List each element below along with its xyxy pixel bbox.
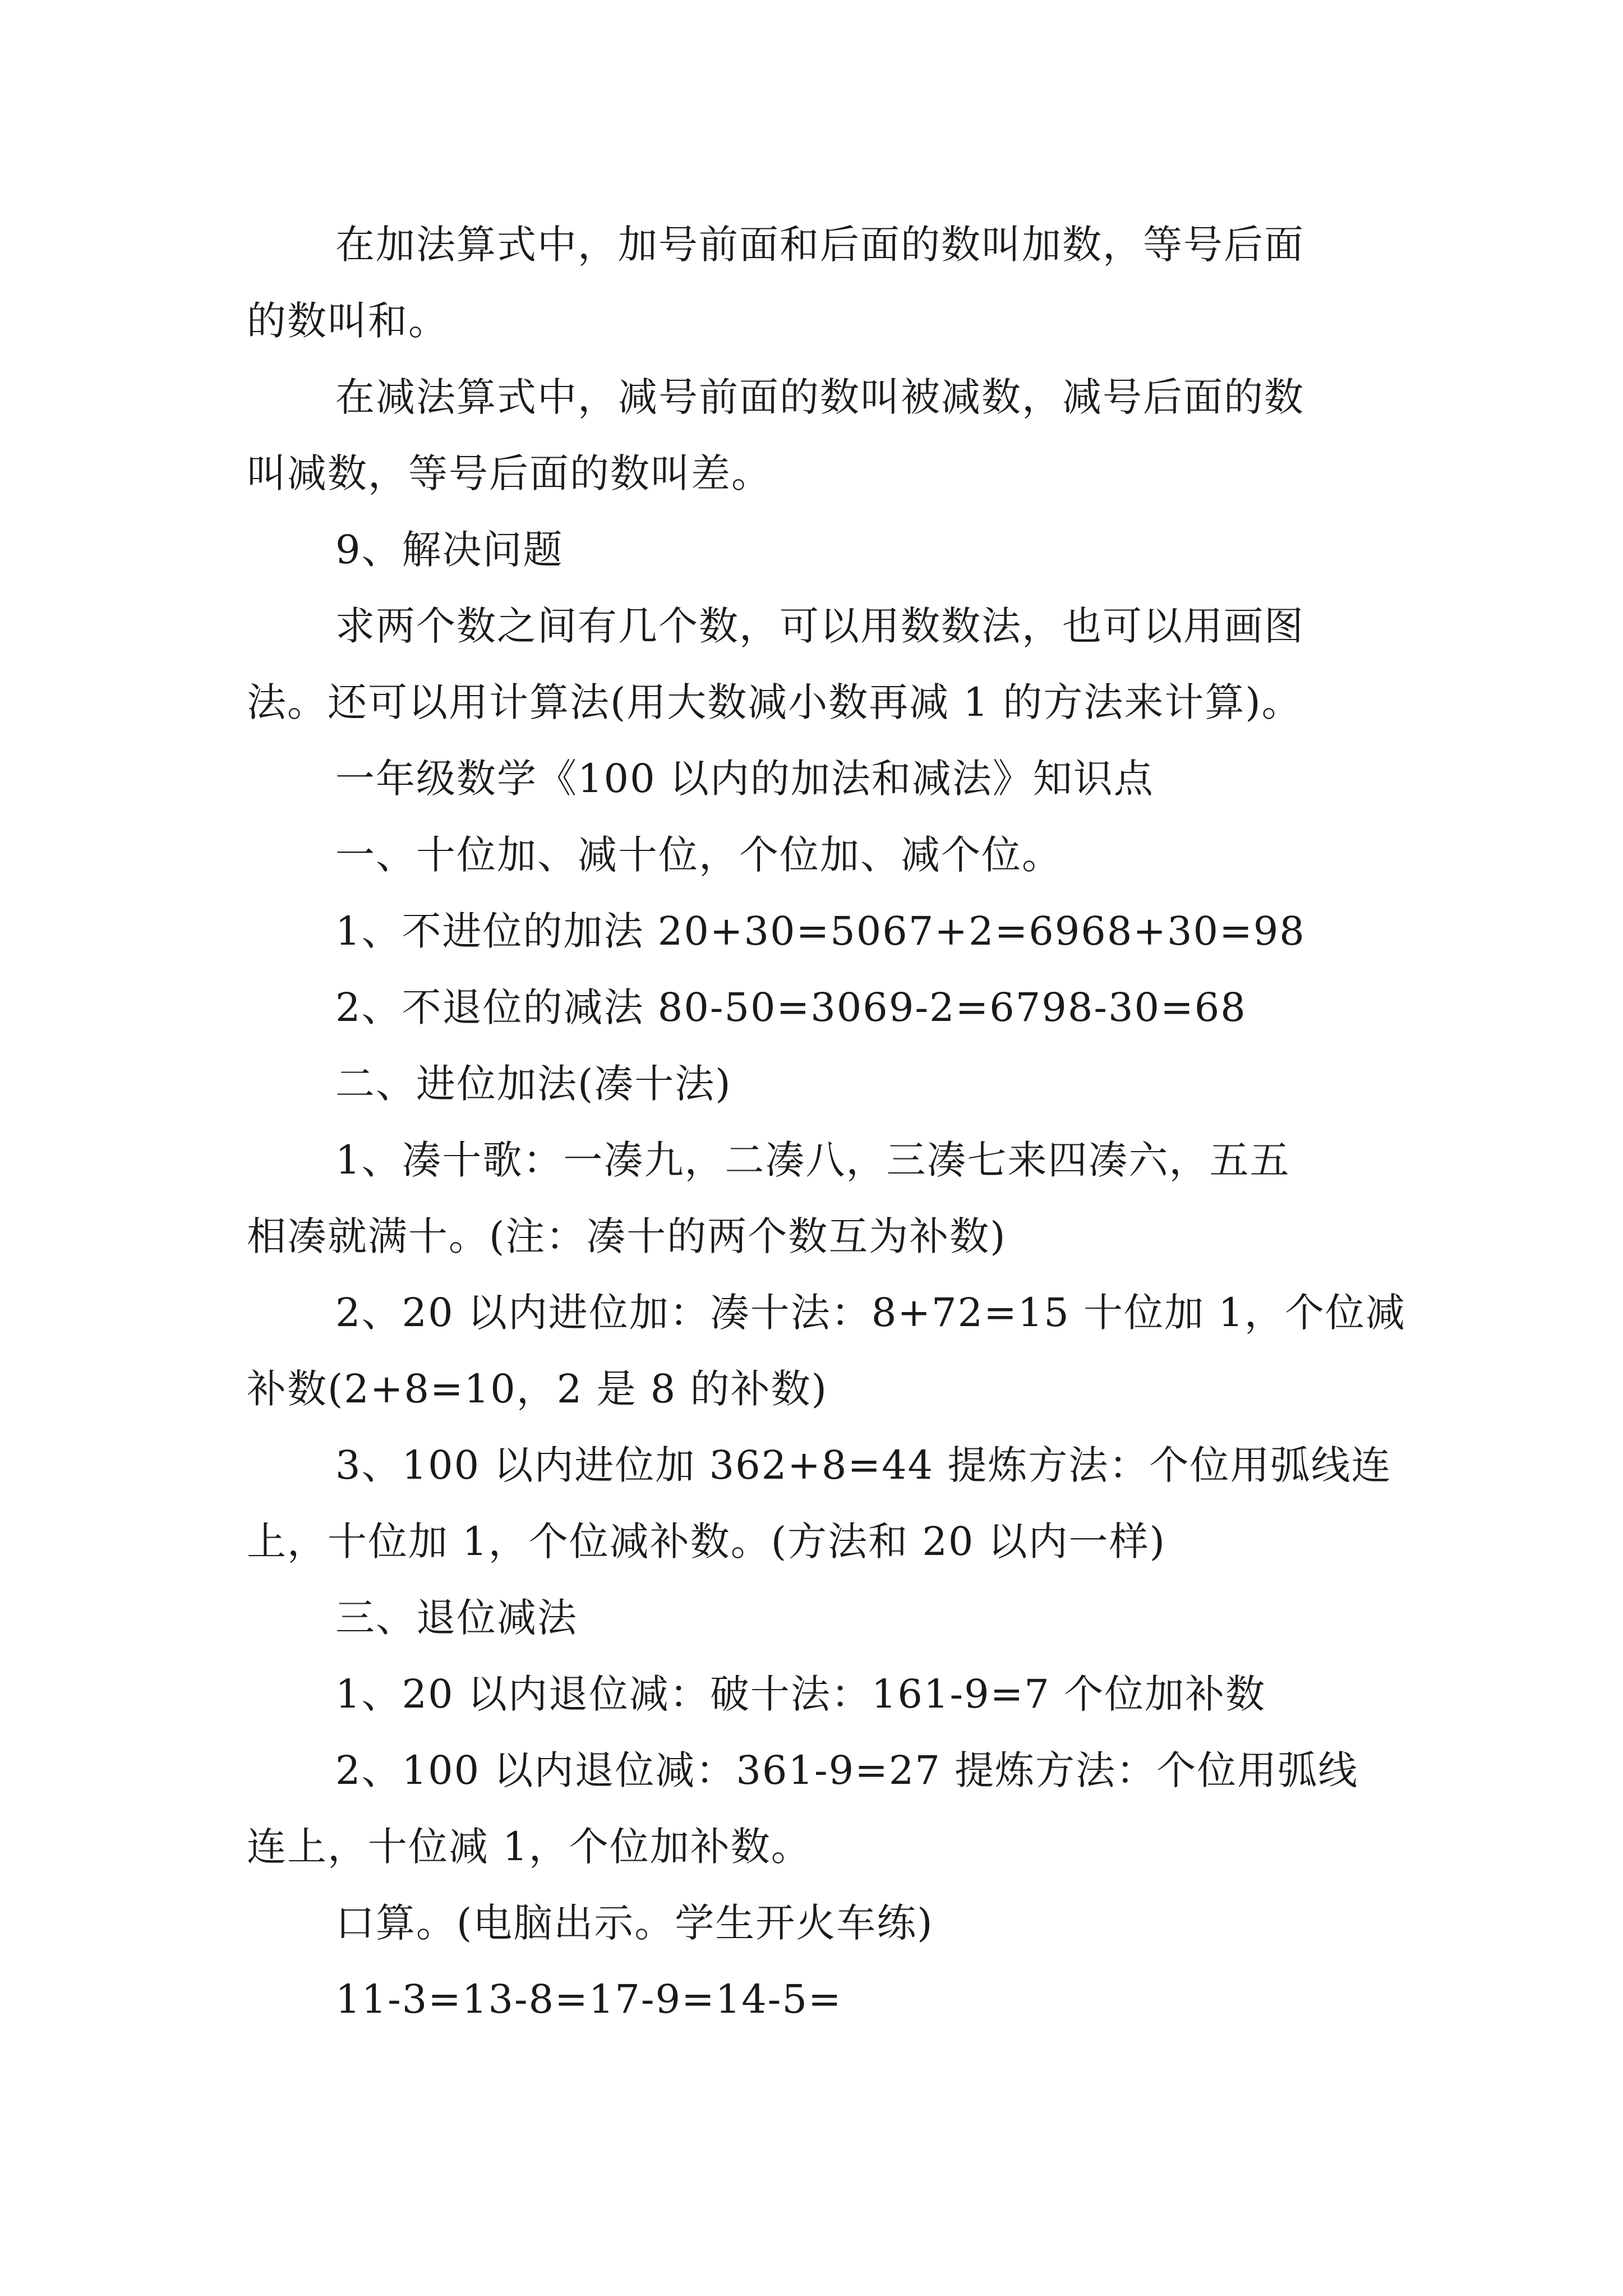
section-heading: 9、解决问题 <box>335 527 564 573</box>
section-heading: 三、退位减法 <box>335 1595 578 1641</box>
section-heading: 一年级数学《100 以内的加法和减法》知识点 <box>335 756 1154 802</box>
text-line: 1、不进位的加法 20+30=5067+2=6968+30=98 <box>335 908 1306 954</box>
section-heading: 二、进位加法(凑十法) <box>335 1061 732 1107</box>
text-line: 连上，十位减 1，个位加补数。 <box>247 1824 811 1870</box>
text-line: 补数(2+8=10，2 是 8 的补数) <box>247 1366 828 1412</box>
text-line: 1、20 以内退位减：破十法：161-9=7 个位加补数 <box>335 1671 1266 1717</box>
text-line: 在减法算式中，减号前面的数叫被减数，减号后面的数 <box>335 374 1304 420</box>
text-line: 2、不退位的减法 80-50=3069-2=6798-30=68 <box>335 984 1247 1030</box>
text-line: 相凑就满十。(注：凑十的两个数互为补数) <box>247 1213 1007 1259</box>
text-line: 11-3=13-8=17-9=14-5= <box>335 1976 842 2022</box>
text-line: 1、凑十歌：一凑九，二凑八，三凑七来四凑六，五五 <box>335 1137 1290 1183</box>
text-line: 一、十位加、减十位，个位加、减个位。 <box>335 832 1062 878</box>
text-line: 2、100 以内退位减：361-9=27 提炼方法：个位用弧线 <box>335 1747 1359 1793</box>
text-line: 在加法算式中，加号前面和后面的数叫加数，等号后面 <box>335 222 1304 268</box>
text-line: 口算。(电脑出示。学生开火车练) <box>335 1900 934 1946</box>
text-line: 的数叫和。 <box>247 298 449 344</box>
text-line: 法。还可以用计算法(用大数减小数再减 1 的方法来计算)。 <box>247 679 1302 725</box>
text-line: 求两个数之间有几个数，可以用数数法，也可以用画图 <box>335 603 1304 649</box>
text-line: 2、20 以内进位加：凑十法：8+72=15 十位加 1，个位减 <box>335 1290 1406 1336</box>
text-line: 上，十位加 1，个位减补数。(方法和 20 以内一样) <box>247 1519 1166 1565</box>
text-line: 叫减数，等号后面的数叫差。 <box>247 450 772 496</box>
text-line: 3、100 以内进位加 362+8=44 提炼方法：个位用弧线连 <box>335 1442 1392 1488</box>
